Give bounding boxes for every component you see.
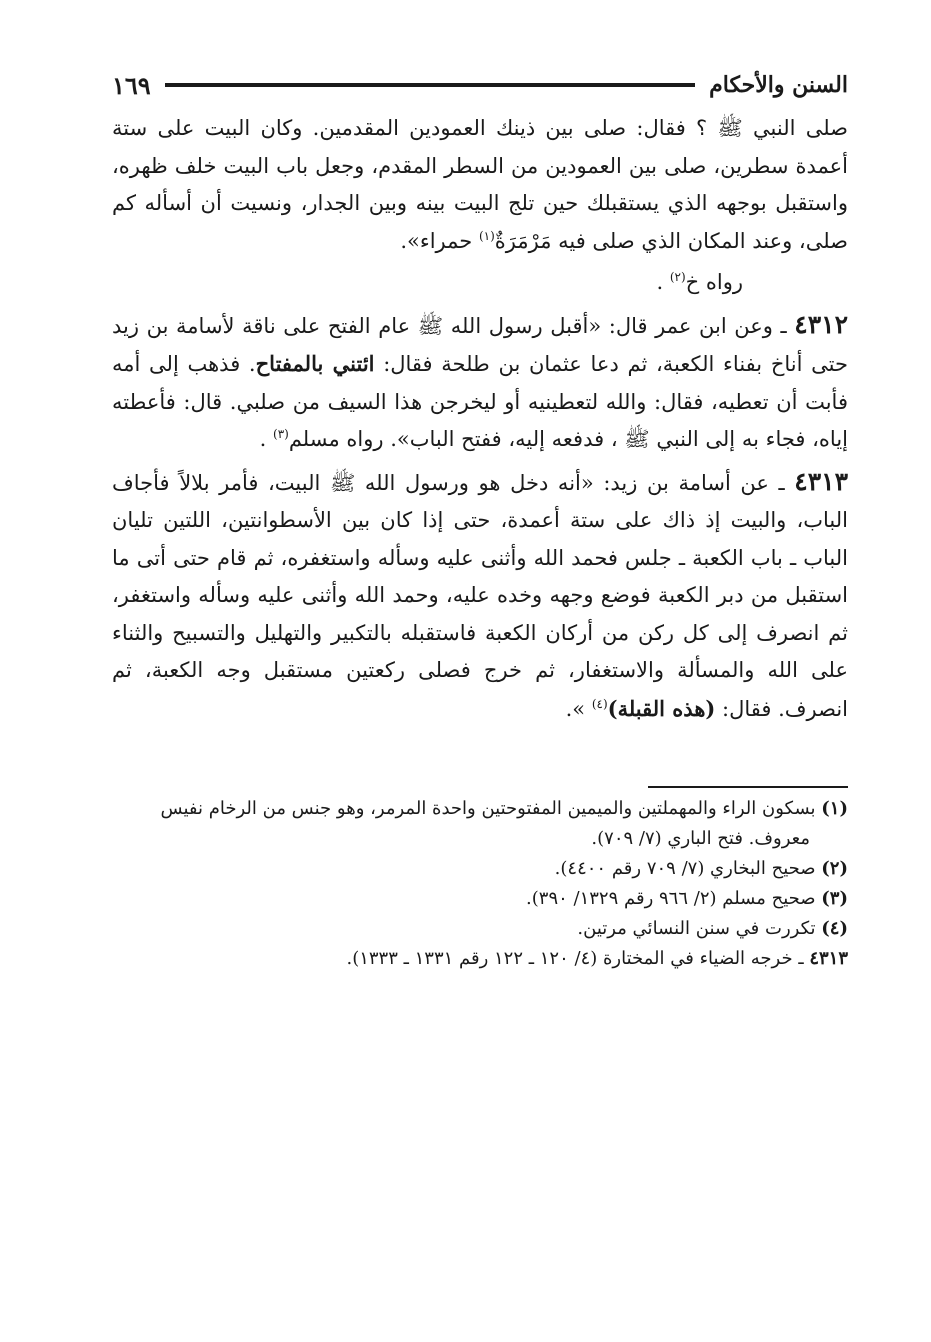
footnote-ref: (٢): [669, 270, 686, 284]
footnote-ref: (٤): [591, 696, 608, 711]
footnote-ref: (١): [478, 228, 495, 243]
main-text: [112, 110, 848, 728]
header-rule: [165, 83, 695, 87]
footnote-text: صحيح مسلم (٢/ ٩٦٦ رقم ١٣٢٩/ ٣٩٠).: [526, 888, 822, 909]
hadith-4313: [112, 463, 848, 729]
hadith-text: . فذهب إلى أمه فأبت أن تعطيه، فقال: والله لتعطينيه أو ليخرجن هذا السيف من صلبي. قال: فأعطته إياه، فجاء به إلى النبي ﷺ ، فدفعه إليه، ففتح الباب». رواه مسلم: [112, 352, 848, 451]
running-title: السنن والأحكام: [709, 72, 848, 98]
footnote: [112, 794, 848, 824]
footnote-text: صحيح البخاري (٧/ ٧٠٩ رقم ٤٤٠٠).: [554, 858, 822, 879]
hadith-text: ـ عن أسامة بن زيد: «أنه دخل هو ورسول الله ﷺ البيت، فأمر بلالاً فأجاف الباب، والبيت إذ ذاك على ستة أعمدة، حتى إذا كان بين الأسطوانتين، اللتين تليان الباب ـ باب الكعبة ـ جلس فحمد الله وأثنى عليه وسأله واستغفره، ثم قام حتى أتى ما استقبل من دبر الكعبة فوضع وجهه وخده عليه، وحمد الله وأثنى عليه وسأله واستغفر، ثم انصرف إلى كل ركن من أركان الكعبة فاستقبله بالتكبير والتهليل والتسبيح والثناء على الله والمسألة والاستغفار، ثم خرج فصلى ركعتين مستقبل وجه الكعبة، ثم انصرف. فقال:: [112, 470, 848, 721]
paragraph-continuation: [112, 110, 848, 260]
footnote-divider: [648, 786, 848, 788]
hadith-number: ٤٣١٣: [794, 466, 848, 496]
page-header: [112, 60, 848, 110]
footnote: [112, 944, 848, 974]
paragraph-text: صلى النبي ﷺ ؟ فقال: صلى بين ذينك العمودين المقدمين. وكان البيت على ستة أعمدة سطرين، صلى بين العمودين من السطر المقدم، وجعل باب البيت خلف ظهره، واستقبل بوجهه الذي يستقبلك حين تلج البيت بينه وبين الجدار، ونسيت أن أسأله كم صلى، وعند المكان الذي صلى فيه مَرْمَرَةٌ: [112, 116, 848, 253]
footnote: [112, 914, 848, 944]
footnote-continuation: [112, 824, 848, 854]
footnote-number: (٣): [821, 888, 848, 909]
footnote-number: ٤٣١٣: [809, 948, 848, 969]
footnote-number: (١): [821, 798, 848, 819]
hadith-emphasis: ائتني بالمفتاح: [255, 351, 375, 376]
hadith-text: ـ وعن ابن عمر قال: «أقبل رسول الله ﷺ عام الفتح على ناقة لأسامة بن زيد حتى أناخ بفناء الكعبة، ثم دعا عثمان بن طلحة فقال:: [112, 313, 848, 376]
footnotes: [112, 794, 848, 974]
hadith-4312: [112, 306, 848, 459]
narration-text: رواه خ: [685, 270, 743, 294]
footnote: [112, 854, 848, 884]
footnote-text: معروف. فتح الباري (٧/ ٧٠٩).: [591, 828, 810, 849]
book-page: [112, 60, 848, 974]
paragraph-text: حمراء».: [400, 228, 479, 253]
narration-line: [112, 264, 848, 302]
page-number: ١٦٩: [112, 70, 151, 100]
narration-text: .: [656, 270, 670, 294]
footnote-text: بسكون الراء والمهملتين والميمين المفتوحتين واحدة المرمر، وهو جنس من الرخام نفيس: [160, 798, 822, 819]
footnote: [112, 884, 848, 914]
footnote-ref: (٣): [273, 427, 289, 441]
hadith-number: ٤٣١٢: [794, 309, 848, 339]
hadith-emphasis: (هذه القبلة): [607, 695, 716, 721]
hadith-text: .: [259, 427, 273, 451]
footnote-text: تكررت في سنن النسائي مرتين.: [577, 918, 822, 939]
footnote-number: (٢): [821, 858, 848, 879]
hadith-text: ».: [565, 696, 592, 721]
footnote-text: ـ خرجه الضياء في المختارة (٤/ ١٢٠ ـ ١٢٢ رقم ١٣٣١ ـ ١٣٣٣).: [346, 948, 810, 969]
footnote-number: (٤): [821, 918, 848, 939]
